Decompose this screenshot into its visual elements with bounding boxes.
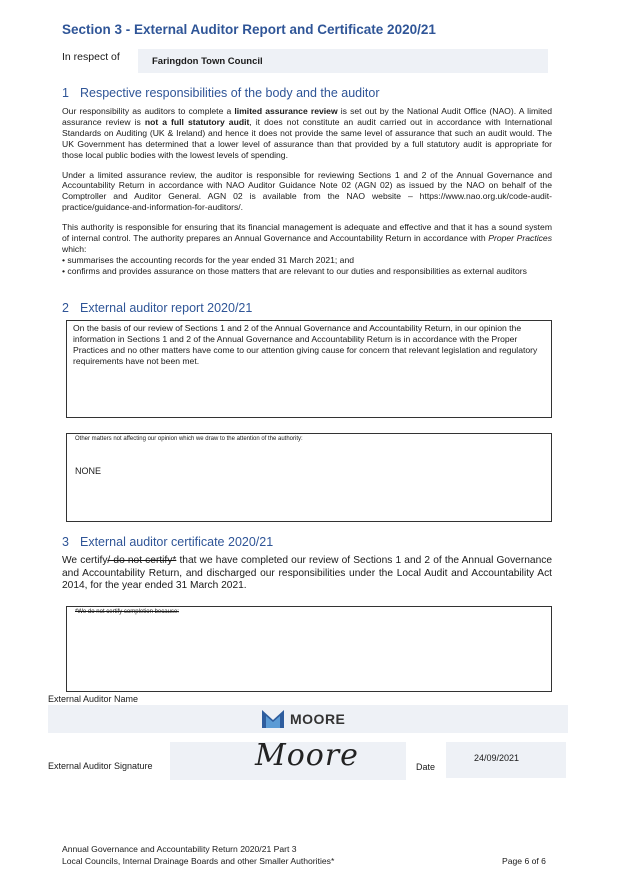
p1-text-e: , it does not constitute an audit carried out in accordance with International Standards on Auditing (UK & Ireland) and hence it does not provide the same level of assurance that such an audit would. The UK Government has determined that a lower level of assurance than that provided by a full statutory audit is appropriate for those local public bodies with the lowest levels of spending. — [62, 116, 553, 160]
cert-text-a: We certify — [62, 555, 108, 566]
authority-paragraph — [62, 222, 552, 255]
cert-text-struck: / do not certify* — [107, 555, 177, 566]
signature-label: External Auditor Signature — [48, 761, 153, 771]
not-certify-box — [66, 606, 552, 692]
p3-text-c: which: — [62, 243, 87, 254]
page-number: Page 6 of 6 — [502, 856, 546, 866]
section-1-title: Respective responsibilities of the body and the auditor — [80, 86, 380, 100]
section-1-number: 1 — [62, 86, 69, 100]
section-3-heading — [62, 535, 273, 549]
auditor-report-box — [66, 320, 552, 418]
auditor-name-label: External Auditor Name — [48, 694, 139, 704]
moore-logo-icon — [262, 710, 284, 728]
auditor-report-text: On the basis of our review of Sections 1 and 2 of the Annual Governance and Accountability Return, in our opinion the information in Sections 1 and 2 of the Annual Governance and Accountability Return is in accordance with the Proper Practices and no other matters have come to our attention giving cause for concern that relevant legislation and regulatory requirements have not been met. — [73, 323, 538, 366]
footer-title — [62, 843, 334, 867]
auditor-logo — [262, 710, 345, 728]
section-3-number: 3 — [62, 535, 69, 549]
responsibility-paragraph — [62, 106, 552, 161]
other-matters-value: NONE — [75, 466, 102, 476]
auditor-name: MOORE — [290, 711, 346, 727]
section-2-number: 2 — [62, 301, 69, 315]
auditor-signature: Moore — [255, 738, 359, 773]
footer-line-1: Annual Governance and Accountability Return 2020/21 Part 3 — [62, 844, 297, 854]
respect-label: In respect of — [62, 51, 120, 63]
p3-text-a: This authority is responsible for ensuring that its financial management is adequate and effective and that it has a sound system of internal control. The authority prepares an Annual Governance and Accountability Return in accordance with — [62, 222, 552, 244]
not-certify-label: *We do not certify completion because: — [75, 609, 179, 615]
section-1-heading — [62, 86, 380, 100]
p1-text-bold-a: limited assurance review — [234, 106, 338, 116]
review-paragraph: Under a limited assurance review, the auditor is responsible for reviewing Sections 1 and 2 of the Annual Governance and Accountability Return in accordance with NAO Auditor Guidance Note 02 (AGN 02) as issued by the NAO on behalf of the Comptroller and Auditor General. AGN 02 is available from the NAO website – https://www.nao.org.uk/code-audit-practice/guidance-and-information-for-auditors/. — [62, 169, 552, 213]
other-matters-label: Other matters not affecting our opinion which we draw to the attention of the authority: — [75, 436, 303, 442]
council-name: Faringdon Town Council — [152, 56, 263, 67]
p3-text-italic: Proper Practices — [488, 233, 552, 244]
certificate-text — [62, 555, 552, 593]
date-value: 24/09/2021 — [474, 753, 520, 763]
section-3-title: External auditor certificate 2020/21 — [80, 535, 274, 549]
footer-line-2: Local Councils, Internal Drainage Boards and other Smaller Authorities* — [62, 856, 335, 866]
section-2-heading — [62, 301, 252, 315]
other-matters-box — [66, 433, 552, 522]
page-title: Section 3 - External Auditor Report and Certificate 2020/21 — [62, 22, 436, 37]
cert-text-c: that we have completed our review of Sections 1 and 2 of the Annual Governance and Accountability Return, and discharged our responsibilities under the Local Audit and Accountability Act 2014, for the year ended 31 March 2021. — [62, 555, 552, 592]
p1-text-c: is set out by the National Audit Office (NAO). A limited assurance review is — [62, 106, 552, 127]
date-label: Date — [416, 762, 436, 772]
p1-text-bold-b: not a full statutory audit — [144, 116, 250, 127]
section-2-title: External auditor report 2020/21 — [80, 301, 253, 315]
section-1-body — [62, 106, 552, 277]
bullet-2: • confirms and provides assurance on those matters that are relevant to our duties and responsibilities as external auditors — [62, 265, 527, 276]
p1-text-a: Our responsibility as auditors to complete a — [62, 106, 235, 116]
bullet-1: • summarises the accounting records for the year ended 31 March 2021; and — [62, 254, 355, 265]
